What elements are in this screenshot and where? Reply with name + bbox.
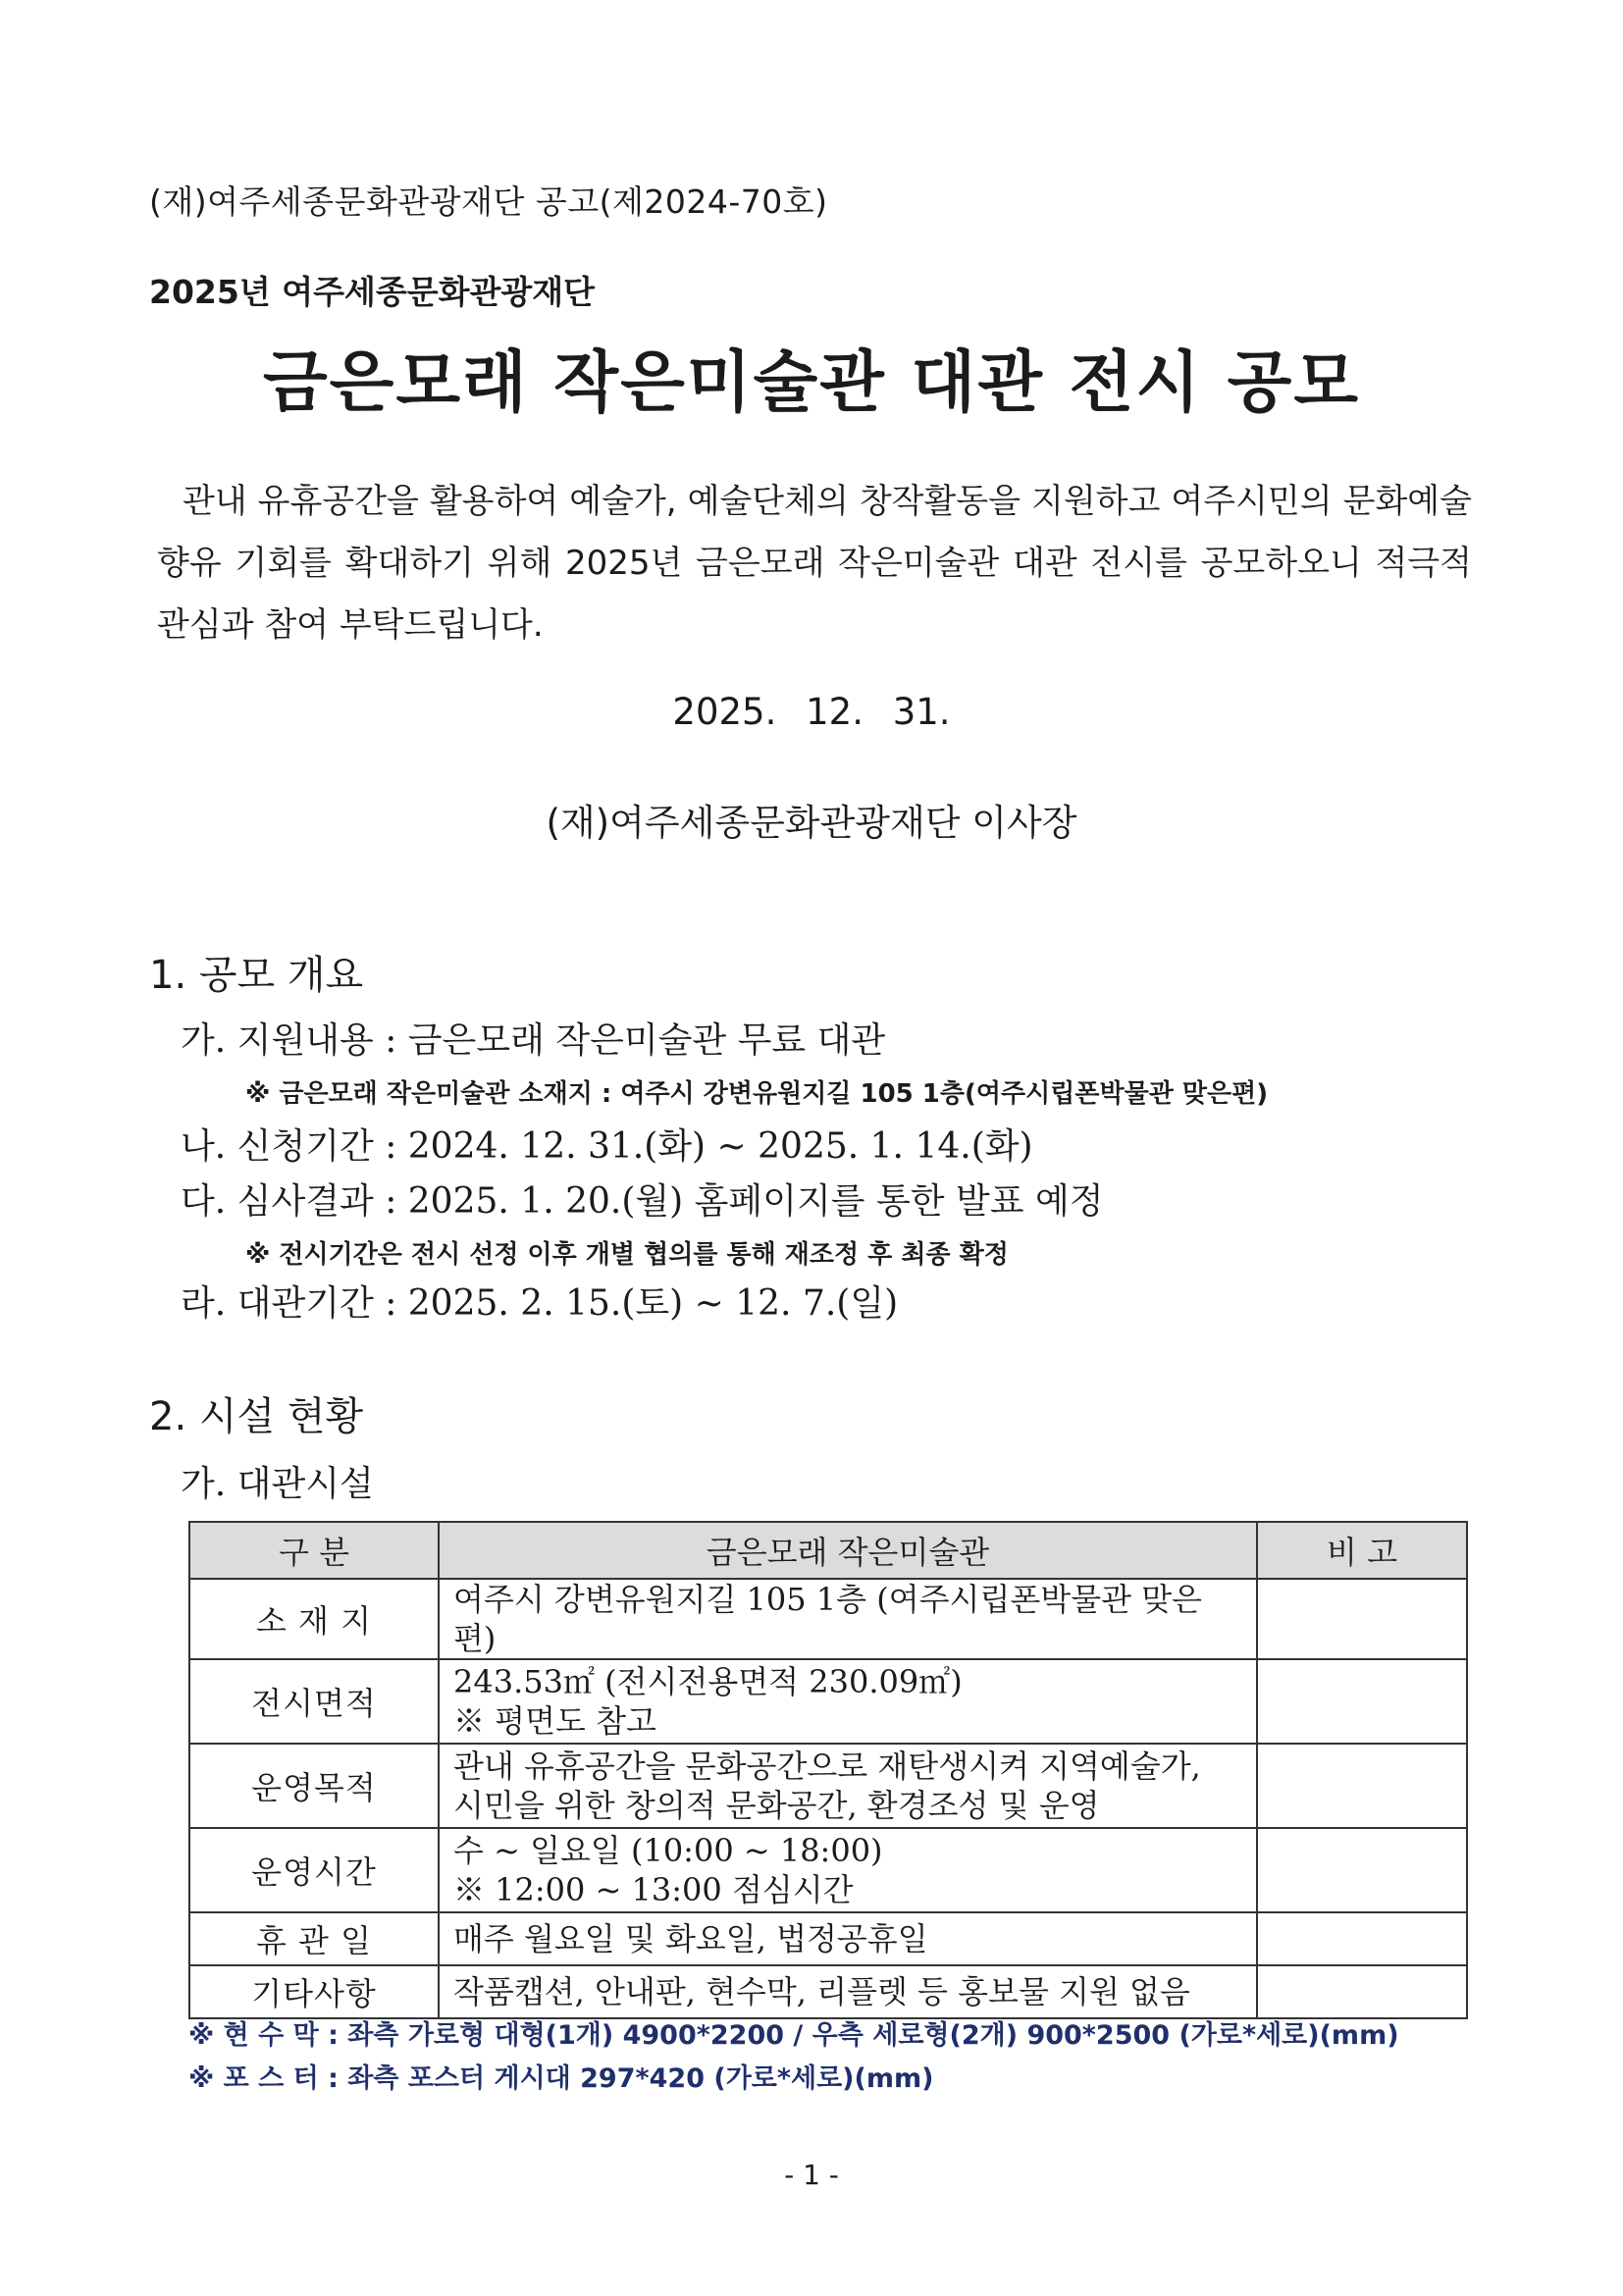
row-label: 기타사항 xyxy=(189,1965,439,2018)
row-note xyxy=(1257,1965,1467,2018)
table-row xyxy=(189,1965,1467,2018)
issuer: (재)여주세종문화관광재단 이사장 xyxy=(546,802,1077,844)
note-location: ※ 금은모래 작은미술관 소재지 : 여주시 강변유원지길 105 1층(여주시립폰박물관 맞은편) xyxy=(245,1079,1269,1109)
item-review-result: 다. 심사결과 : 2025. 1. 20.(월) 홈페이지를 통한 발표 예정 xyxy=(181,1181,1104,1222)
row-label: 소 재 지 xyxy=(189,1579,439,1659)
note-banner-size: ※ 현 수 막 : 좌측 가로형 대형(1개) 4900*2200 / 우측 세로형(2개) 900*2500 (가로*세로)(mm) xyxy=(188,2020,1399,2051)
item-rental-period: 라. 대관기간 : 2025. 2. 15.(토) ~ 12. 7.(일) xyxy=(181,1283,899,1324)
page-title: 금은모래 작은미술관 대관 전시 공모 xyxy=(262,344,1361,422)
row-content xyxy=(439,1828,1257,1912)
column-header: 구 분 xyxy=(189,1522,439,1579)
row-content-line: ※ 평면도 참고 xyxy=(453,1702,656,1740)
row-note xyxy=(1257,1744,1467,1828)
table-row xyxy=(189,1912,1467,1965)
row-content-line: 여주시 강변유원지길 105 1층 (여주시립폰박물관 맞은편) xyxy=(453,1581,1203,1657)
column-header: 금은모래 작은미술관 xyxy=(439,1522,1257,1579)
row-content-line: 관내 유휴공간을 문화공간으로 재탄생시켜 지역예술가, xyxy=(453,1748,1201,1785)
section-heading-overview: 1. 공모 개요 xyxy=(149,953,364,998)
row-content-line: 243.53㎡ (전시전용면적 230.09㎡) xyxy=(453,1663,963,1700)
row-note xyxy=(1257,1912,1467,1965)
item-support-content: 가. 지원내용 : 금은모래 작은미술관 무료 대관 xyxy=(181,1020,886,1061)
row-content xyxy=(439,1912,1257,1965)
row-content-line: 매주 월요일 및 화요일, 법정공휴일 xyxy=(453,1920,928,1957)
note-poster-size: ※ 포 스 터 : 좌측 포스터 게시대 297*420 (가로*세로)(mm) xyxy=(188,2063,934,2094)
row-note xyxy=(1257,1579,1467,1659)
column-header: 비 고 xyxy=(1257,1522,1467,1579)
notice-number: (재)여주세종문화관광재단 공고(제2024-70호) xyxy=(149,183,828,221)
row-content xyxy=(439,1659,1257,1744)
row-label: 전시면적 xyxy=(189,1659,439,1744)
row-note xyxy=(1257,1828,1467,1912)
note-exhibition-period: ※ 전시기간은 전시 선정 이후 개별 협의를 통해 재조정 후 최종 확정 xyxy=(245,1240,1009,1270)
table-row xyxy=(189,1659,1467,1744)
row-content xyxy=(439,1965,1257,2018)
notice-date: 2025. 12. 31. xyxy=(672,691,951,733)
row-label: 운영목적 xyxy=(189,1744,439,1828)
row-content-line: ※ 12:00 ~ 13:00 점심시간 xyxy=(453,1871,854,1908)
row-content-line: 수 ~ 일요일 (10:00 ~ 18:00) xyxy=(453,1832,883,1869)
table-row xyxy=(189,1579,1467,1659)
item-application-period: 나. 신청기간 : 2024. 12. 31.(화) ~ 2025. 1. 14.(화) xyxy=(181,1126,1033,1167)
table-row xyxy=(189,1828,1467,1912)
row-content xyxy=(439,1744,1257,1828)
intro-paragraph: 관내 유휴공간을 활용하여 예술가, 예술단체의 창작활동을 지원하고 여주시민의 문화예술 향유 기회를 확대하기 위해 2025년 금은모래 작은미술관 대관 전시를 공모하오니 적극적 관심과 참여 부탁드립니다. xyxy=(157,482,1472,645)
row-content xyxy=(439,1579,1257,1659)
page-number: - 1 - xyxy=(784,2159,839,2191)
row-content-line: 작품캡션, 안내판, 현수막, 리플렛 등 홍보물 지원 없음 xyxy=(453,1973,1190,2010)
sub-heading-rental-facility: 가. 대관시설 xyxy=(181,1464,374,1504)
row-content-line: 시민을 위한 창의적 문화공간, 환경조성 및 운영 xyxy=(453,1787,1100,1824)
row-label: 휴 관 일 xyxy=(189,1912,439,1965)
facility-table xyxy=(188,1521,1468,2019)
section-heading-facility: 2. 시설 현황 xyxy=(149,1394,364,1439)
table-row xyxy=(189,1744,1467,1828)
table-header-row xyxy=(189,1522,1467,1579)
row-label: 운영시간 xyxy=(189,1828,439,1912)
row-note xyxy=(1257,1659,1467,1744)
subtitle: 2025년 여주세종문화관광재단 xyxy=(149,273,595,311)
